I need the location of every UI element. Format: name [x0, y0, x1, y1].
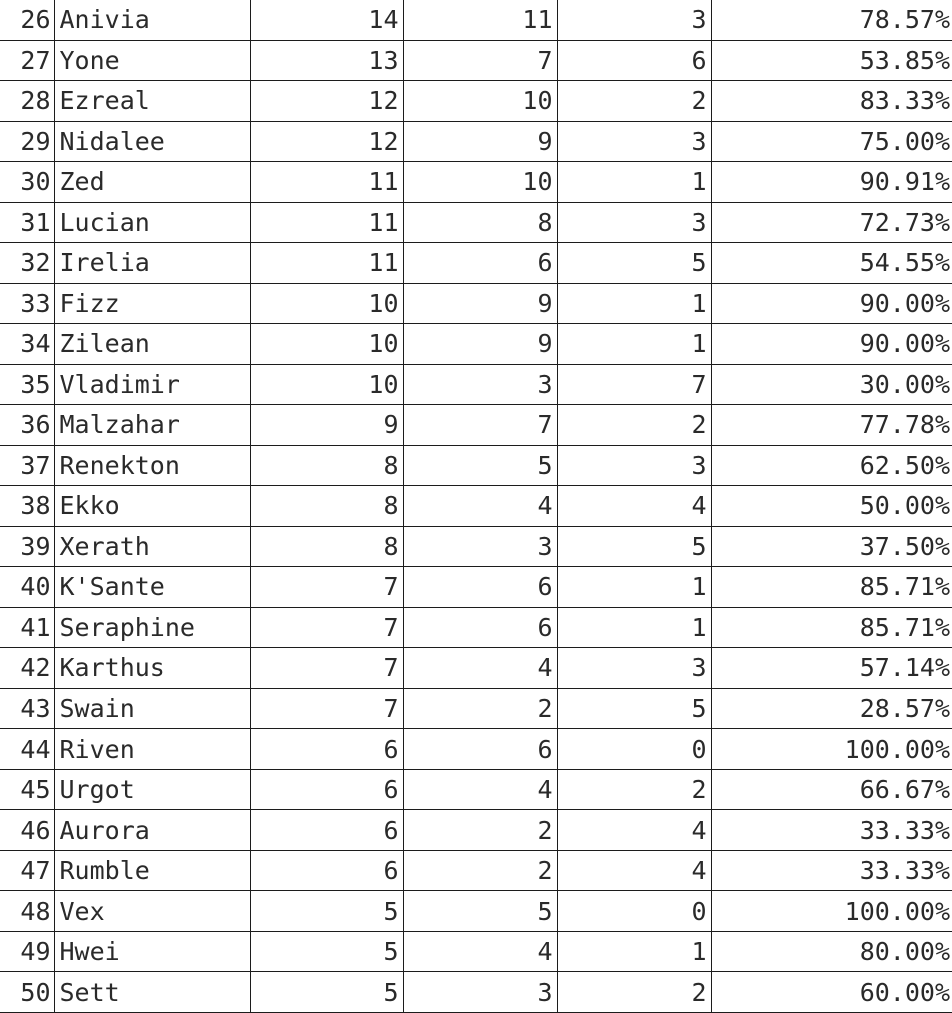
- table-row: [0, 810, 952, 851]
- games-cell[interactable]: 7: [250, 648, 403, 689]
- table-row: [0, 0, 952, 40]
- champion-cell[interactable]: Hwei: [54, 931, 250, 972]
- wins-cell[interactable]: 3: [403, 972, 557, 1013]
- games-cell[interactable]: 7: [250, 567, 403, 608]
- rank-cell[interactable]: 49: [0, 931, 54, 972]
- games-cell[interactable]: 14: [250, 0, 403, 40]
- champion-cell[interactable]: Seraphine: [54, 607, 250, 648]
- winrate-cell[interactable]: 28.57%: [711, 688, 952, 729]
- champion-cell[interactable]: Anivia: [54, 0, 250, 40]
- wins-cell[interactable]: 4: [403, 648, 557, 689]
- games-cell[interactable]: 6: [250, 850, 403, 891]
- table-row: [0, 607, 952, 648]
- games-cell[interactable]: 10: [250, 364, 403, 405]
- rank-cell[interactable]: 32: [0, 243, 54, 284]
- rank-cell[interactable]: 40: [0, 567, 54, 608]
- losses-cell[interactable]: 2: [557, 405, 711, 446]
- table-row: [0, 769, 952, 810]
- games-cell[interactable]: 6: [250, 729, 403, 770]
- losses-cell[interactable]: 5: [557, 688, 711, 729]
- wins-cell[interactable]: 9: [403, 121, 557, 162]
- wins-cell[interactable]: 7: [403, 405, 557, 446]
- table-row: [0, 526, 952, 567]
- winrate-cell[interactable]: 53.85%: [711, 40, 952, 81]
- wins-cell[interactable]: 5: [403, 445, 557, 486]
- losses-cell[interactable]: 4: [557, 486, 711, 527]
- rank-cell[interactable]: 48: [0, 891, 54, 932]
- table-row: [0, 850, 952, 891]
- winrate-cell[interactable]: 90.00%: [711, 324, 952, 365]
- losses-cell[interactable]: 1: [557, 283, 711, 324]
- games-cell[interactable]: 12: [250, 121, 403, 162]
- wins-cell[interactable]: 4: [403, 486, 557, 527]
- losses-cell[interactable]: 0: [557, 891, 711, 932]
- winrate-cell[interactable]: 100.00%: [711, 729, 952, 770]
- rank-cell[interactable]: 29: [0, 121, 54, 162]
- games-cell[interactable]: 12: [250, 81, 403, 122]
- table-row: [0, 324, 952, 365]
- games-cell[interactable]: 6: [250, 769, 403, 810]
- table-row: [0, 567, 952, 608]
- rank-cell[interactable]: 42: [0, 648, 54, 689]
- champion-cell[interactable]: Malzahar: [54, 405, 250, 446]
- rank-cell[interactable]: 38: [0, 486, 54, 527]
- losses-cell[interactable]: 3: [557, 648, 711, 689]
- wins-cell[interactable]: 2: [403, 688, 557, 729]
- winrate-cell[interactable]: 90.00%: [711, 283, 952, 324]
- games-cell[interactable]: 11: [250, 202, 403, 243]
- rank-cell[interactable]: 26: [0, 0, 54, 40]
- rank-cell[interactable]: 36: [0, 405, 54, 446]
- games-cell[interactable]: 8: [250, 486, 403, 527]
- champion-cell[interactable]: Rumble: [54, 850, 250, 891]
- champion-cell[interactable]: Ekko: [54, 486, 250, 527]
- winrate-cell[interactable]: 85.71%: [711, 567, 952, 608]
- wins-cell[interactable]: 2: [403, 850, 557, 891]
- rank-cell[interactable]: 45: [0, 769, 54, 810]
- rank-cell[interactable]: 43: [0, 688, 54, 729]
- wins-cell[interactable]: 10: [403, 81, 557, 122]
- champion-cell[interactable]: Vladimir: [54, 364, 250, 405]
- wins-cell[interactable]: 6: [403, 567, 557, 608]
- champion-cell[interactable]: Xerath: [54, 526, 250, 567]
- losses-cell[interactable]: 1: [557, 567, 711, 608]
- games-cell[interactable]: 11: [250, 243, 403, 284]
- table-row: [0, 486, 952, 527]
- wins-cell[interactable]: 3: [403, 526, 557, 567]
- rank-cell[interactable]: 37: [0, 445, 54, 486]
- champion-cell[interactable]: Sett: [54, 972, 250, 1013]
- champion-cell[interactable]: Karthus: [54, 648, 250, 689]
- table-row: [0, 688, 952, 729]
- winrate-cell[interactable]: 37.50%: [711, 526, 952, 567]
- rank-cell[interactable]: 39: [0, 526, 54, 567]
- wins-cell[interactable]: 7: [403, 40, 557, 81]
- rank-cell[interactable]: 28: [0, 81, 54, 122]
- rank-cell[interactable]: 30: [0, 162, 54, 203]
- rank-cell[interactable]: 34: [0, 324, 54, 365]
- rank-cell[interactable]: 46: [0, 810, 54, 851]
- winrate-cell[interactable]: 83.33%: [711, 81, 952, 122]
- champion-cell[interactable]: Vex: [54, 891, 250, 932]
- losses-cell[interactable]: 4: [557, 850, 711, 891]
- losses-cell[interactable]: 1: [557, 607, 711, 648]
- table-row: [0, 40, 952, 81]
- wins-cell[interactable]: 5: [403, 891, 557, 932]
- table-row: [0, 891, 952, 932]
- losses-cell[interactable]: 0: [557, 729, 711, 770]
- rank-cell[interactable]: 47: [0, 850, 54, 891]
- games-cell[interactable]: 5: [250, 972, 403, 1013]
- rank-cell[interactable]: 44: [0, 729, 54, 770]
- winrate-cell[interactable]: 57.14%: [711, 648, 952, 689]
- wins-cell[interactable]: 6: [403, 243, 557, 284]
- games-cell[interactable]: 5: [250, 931, 403, 972]
- losses-cell[interactable]: 6: [557, 40, 711, 81]
- table-row: [0, 648, 952, 689]
- games-cell[interactable]: 9: [250, 405, 403, 446]
- table-row: [0, 445, 952, 486]
- wins-cell[interactable]: 6: [403, 607, 557, 648]
- losses-cell[interactable]: 5: [557, 243, 711, 284]
- champion-cell[interactable]: Urgot: [54, 769, 250, 810]
- winrate-cell[interactable]: 30.00%: [711, 364, 952, 405]
- wins-cell[interactable]: 9: [403, 324, 557, 365]
- winrate-cell[interactable]: 62.50%: [711, 445, 952, 486]
- losses-cell[interactable]: 1: [557, 162, 711, 203]
- wins-cell[interactable]: 8: [403, 202, 557, 243]
- winrate-cell[interactable]: 78.57%: [711, 0, 952, 40]
- games-cell[interactable]: 11: [250, 162, 403, 203]
- champion-cell[interactable]: Nidalee: [54, 121, 250, 162]
- losses-cell[interactable]: 4: [557, 810, 711, 851]
- winrate-cell[interactable]: 54.55%: [711, 243, 952, 284]
- winrate-cell[interactable]: 60.00%: [711, 972, 952, 1013]
- champion-cell[interactable]: Fizz: [54, 283, 250, 324]
- rank-cell[interactable]: 33: [0, 283, 54, 324]
- winrate-cell[interactable]: 85.71%: [711, 607, 952, 648]
- champion-cell[interactable]: Riven: [54, 729, 250, 770]
- wins-cell[interactable]: 4: [403, 769, 557, 810]
- table-row: [0, 121, 952, 162]
- losses-cell[interactable]: 1: [557, 931, 711, 972]
- winrate-cell[interactable]: 50.00%: [711, 486, 952, 527]
- losses-cell[interactable]: 3: [557, 121, 711, 162]
- games-cell[interactable]: 8: [250, 526, 403, 567]
- wins-cell[interactable]: 11: [403, 0, 557, 40]
- games-cell[interactable]: 5: [250, 891, 403, 932]
- winrate-cell[interactable]: 90.91%: [711, 162, 952, 203]
- champion-cell[interactable]: Irelia: [54, 243, 250, 284]
- games-cell[interactable]: 7: [250, 607, 403, 648]
- wins-cell[interactable]: 10: [403, 162, 557, 203]
- table-row: [0, 162, 952, 203]
- table-row: [0, 283, 952, 324]
- games-cell[interactable]: 7: [250, 688, 403, 729]
- wins-cell[interactable]: 2: [403, 810, 557, 851]
- losses-cell[interactable]: 3: [557, 0, 711, 40]
- champion-cell[interactable]: Lucian: [54, 202, 250, 243]
- rank-cell[interactable]: 31: [0, 202, 54, 243]
- rank-cell[interactable]: 35: [0, 364, 54, 405]
- losses-cell[interactable]: 1: [557, 324, 711, 365]
- losses-cell[interactable]: 7: [557, 364, 711, 405]
- winrate-cell[interactable]: 66.67%: [711, 769, 952, 810]
- rank-cell[interactable]: 27: [0, 40, 54, 81]
- wins-cell[interactable]: 6: [403, 729, 557, 770]
- losses-cell[interactable]: 5: [557, 526, 711, 567]
- games-cell[interactable]: 8: [250, 445, 403, 486]
- winrate-cell[interactable]: 75.00%: [711, 121, 952, 162]
- champion-cell[interactable]: Aurora: [54, 810, 250, 851]
- table-row: [0, 729, 952, 770]
- champion-cell[interactable]: Ezreal: [54, 81, 250, 122]
- winrate-cell[interactable]: 72.73%: [711, 202, 952, 243]
- wins-cell[interactable]: 4: [403, 931, 557, 972]
- games-cell[interactable]: 10: [250, 324, 403, 365]
- table-row: [0, 931, 952, 972]
- losses-cell[interactable]: 2: [557, 81, 711, 122]
- games-cell[interactable]: 6: [250, 810, 403, 851]
- games-cell[interactable]: 10: [250, 283, 403, 324]
- table-row: [0, 243, 952, 284]
- winrate-cell[interactable]: 100.00%: [711, 891, 952, 932]
- rank-cell[interactable]: 50: [0, 972, 54, 1013]
- rank-cell[interactable]: 41: [0, 607, 54, 648]
- wins-cell[interactable]: 9: [403, 283, 557, 324]
- table-row: [0, 364, 952, 405]
- champion-cell[interactable]: Renekton: [54, 445, 250, 486]
- winrate-cell[interactable]: 77.78%: [711, 405, 952, 446]
- table-row: [0, 972, 952, 1013]
- losses-cell[interactable]: 2: [557, 769, 711, 810]
- champion-cell[interactable]: Swain: [54, 688, 250, 729]
- champion-cell[interactable]: Zilean: [54, 324, 250, 365]
- champion-cell[interactable]: Yone: [54, 40, 250, 81]
- winrate-cell[interactable]: 80.00%: [711, 931, 952, 972]
- losses-cell[interactable]: 2: [557, 972, 711, 1013]
- losses-cell[interactable]: 3: [557, 202, 711, 243]
- table-row: [0, 202, 952, 243]
- winrate-cell[interactable]: 33.33%: [711, 850, 952, 891]
- winrate-cell[interactable]: 33.33%: [711, 810, 952, 851]
- table-row: [0, 405, 952, 446]
- champion-cell[interactable]: K'Sante: [54, 567, 250, 608]
- champion-cell[interactable]: Zed: [54, 162, 250, 203]
- games-cell[interactable]: 13: [250, 40, 403, 81]
- losses-cell[interactable]: 3: [557, 445, 711, 486]
- table-row: [0, 81, 952, 122]
- wins-cell[interactable]: 3: [403, 364, 557, 405]
